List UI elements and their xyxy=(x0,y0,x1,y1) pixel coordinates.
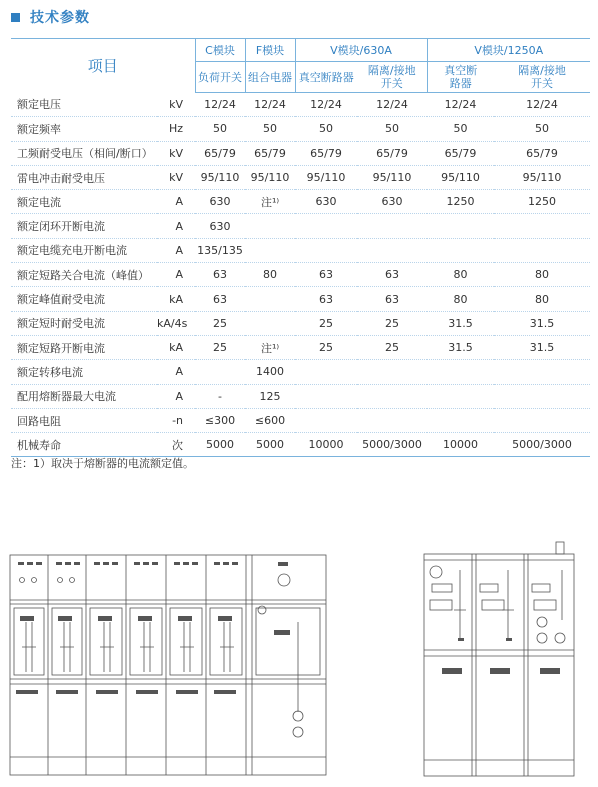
param-value: 50 xyxy=(427,117,494,141)
param-value: 95/110 xyxy=(195,165,245,189)
param-value: 135/135 xyxy=(195,238,245,262)
param-value: 50 xyxy=(494,117,590,141)
switchgear-front-view-left xyxy=(8,552,330,780)
param-unit: Hz xyxy=(157,117,195,141)
param-value: 31.5 xyxy=(427,311,494,335)
param-value: 65/79 xyxy=(357,141,427,165)
param-unit: kV xyxy=(157,141,195,165)
param-value: 12/24 xyxy=(295,93,357,117)
table-row xyxy=(11,263,590,287)
param-name: 雷电冲击耐受电压 xyxy=(11,165,157,189)
param-value: 注¹⁾ xyxy=(245,335,295,359)
param-unit: kA xyxy=(157,335,195,359)
table-row xyxy=(11,238,590,262)
table-row xyxy=(11,408,590,432)
param-value xyxy=(295,238,357,262)
param-value xyxy=(357,360,427,384)
param-value: 65/79 xyxy=(245,141,295,165)
param-value: 12/24 xyxy=(357,93,427,117)
param-value: 80 xyxy=(494,263,590,287)
param-value xyxy=(357,384,427,408)
switchgear-front-view-right xyxy=(420,540,580,780)
heading-square-icon xyxy=(11,13,20,22)
param-value: 630 xyxy=(295,190,357,214)
param-value: 125 xyxy=(245,384,295,408)
param-unit: kA xyxy=(157,287,195,311)
param-value: 12/24 xyxy=(245,93,295,117)
param-value: 95/110 xyxy=(427,165,494,189)
param-unit: -n xyxy=(157,408,195,432)
param-value xyxy=(295,214,357,238)
param-name: 额定电压 xyxy=(11,93,157,117)
param-value: 25 xyxy=(357,335,427,359)
group-header: V模块/630A xyxy=(295,39,427,62)
param-value: 5000 xyxy=(245,433,295,457)
param-value: 65/79 xyxy=(295,141,357,165)
group-header: F模块 xyxy=(245,39,295,62)
param-value: 50 xyxy=(245,117,295,141)
param-unit: A xyxy=(157,214,195,238)
table-row xyxy=(11,311,590,335)
param-name: 额定短时耐受电流 xyxy=(11,311,157,335)
param-unit: 次 xyxy=(157,433,195,457)
param-unit: kV xyxy=(157,165,195,189)
param-value xyxy=(295,408,357,432)
param-unit: A xyxy=(157,360,195,384)
param-value xyxy=(357,238,427,262)
table-row xyxy=(11,190,590,214)
subcol-header: 隔离/接地 开关 xyxy=(357,62,427,93)
param-value: 63 xyxy=(195,287,245,311)
table-row xyxy=(11,433,590,457)
param-value: 630 xyxy=(357,190,427,214)
param-value: 50 xyxy=(195,117,245,141)
table-row xyxy=(11,335,590,359)
param-value: - xyxy=(195,384,245,408)
param-value: 50 xyxy=(295,117,357,141)
section-title: 技术参数 xyxy=(30,10,90,26)
param-name: 配用熔断器最大电流 xyxy=(11,384,157,408)
param-unit: A xyxy=(157,384,195,408)
param-value: 25 xyxy=(195,335,245,359)
param-value: 1250 xyxy=(427,190,494,214)
param-value xyxy=(245,311,295,335)
param-value xyxy=(295,384,357,408)
param-value: 63 xyxy=(295,287,357,311)
param-value: 5000/3000 xyxy=(357,433,427,457)
spec-table xyxy=(11,38,590,457)
param-name: 额定峰值耐受电流 xyxy=(11,287,157,311)
param-value: 80 xyxy=(245,263,295,287)
param-name: 额定电流 xyxy=(11,190,157,214)
param-value xyxy=(494,384,590,408)
param-name: 额定短路关合电流（峰值） xyxy=(11,263,157,287)
param-value xyxy=(494,238,590,262)
param-name: 机械寿命 xyxy=(11,433,157,457)
param-value: 12/24 xyxy=(494,93,590,117)
table-row xyxy=(11,165,590,189)
param-value: 25 xyxy=(195,311,245,335)
param-value: 63 xyxy=(357,263,427,287)
section-heading xyxy=(11,8,90,26)
param-value: 630 xyxy=(195,214,245,238)
param-value: 95/110 xyxy=(295,165,357,189)
table-row xyxy=(11,141,590,165)
subcol-header: 真空断路器 xyxy=(295,62,357,93)
param-value: 95/110 xyxy=(245,165,295,189)
param-name: 额定频率 xyxy=(11,117,157,141)
group-header: C模块 xyxy=(195,39,245,62)
param-value: 63 xyxy=(295,263,357,287)
param-value: 10000 xyxy=(427,433,494,457)
param-value: 25 xyxy=(295,311,357,335)
param-name: 额定转移电流 xyxy=(11,360,157,384)
param-value xyxy=(245,287,295,311)
table-row xyxy=(11,384,590,408)
table-row xyxy=(11,287,590,311)
param-name: 回路电阻 xyxy=(11,408,157,432)
param-unit: kA/4s xyxy=(157,311,195,335)
param-name: 额定电缆充电开断电流 xyxy=(11,238,157,262)
param-value: 5000/3000 xyxy=(494,433,590,457)
param-value: 31.5 xyxy=(494,335,590,359)
param-value: 65/79 xyxy=(195,141,245,165)
param-value: 注¹⁾ xyxy=(245,190,295,214)
param-value xyxy=(357,214,427,238)
param-value xyxy=(494,214,590,238)
param-value xyxy=(427,384,494,408)
param-value: 10000 xyxy=(295,433,357,457)
param-value: ≤300 xyxy=(195,408,245,432)
param-value: 12/24 xyxy=(195,93,245,117)
param-value: 1250 xyxy=(494,190,590,214)
item-header: 项目 xyxy=(11,39,195,93)
param-value xyxy=(427,238,494,262)
param-value xyxy=(295,360,357,384)
param-value: 1400 xyxy=(245,360,295,384)
subcol-header: 负荷开关 xyxy=(195,62,245,93)
param-value: 25 xyxy=(357,311,427,335)
param-value xyxy=(245,238,295,262)
param-value: 630 xyxy=(195,190,245,214)
param-value xyxy=(427,408,494,432)
table-row xyxy=(11,93,590,117)
param-value: 95/110 xyxy=(494,165,590,189)
param-value: 80 xyxy=(494,287,590,311)
param-value xyxy=(195,360,245,384)
subcol-header: 真空断 路器 xyxy=(427,62,494,93)
param-value: ≤600 xyxy=(245,408,295,432)
param-value xyxy=(494,360,590,384)
param-value: 31.5 xyxy=(427,335,494,359)
footnote: 注：1）取决于熔断器的电流额定值。 xyxy=(11,457,194,470)
param-name: 额定短路开断电流 xyxy=(11,335,157,359)
param-name: 工频耐受电压（相间/断口） xyxy=(11,141,157,165)
param-value: 63 xyxy=(195,263,245,287)
table-row xyxy=(11,214,590,238)
param-unit: kV xyxy=(157,93,195,117)
param-value: 12/24 xyxy=(427,93,494,117)
table-row xyxy=(11,117,590,141)
param-value xyxy=(245,214,295,238)
table-row xyxy=(11,360,590,384)
param-value: 50 xyxy=(357,117,427,141)
param-value xyxy=(494,408,590,432)
param-value: 63 xyxy=(357,287,427,311)
param-value: 65/79 xyxy=(494,141,590,165)
param-unit: A xyxy=(157,263,195,287)
param-unit: A xyxy=(157,238,195,262)
param-value: 65/79 xyxy=(427,141,494,165)
param-value xyxy=(357,408,427,432)
param-name: 额定闭环开断电流 xyxy=(11,214,157,238)
subcol-header: 组合电器 xyxy=(245,62,295,93)
param-value xyxy=(427,360,494,384)
param-value: 31.5 xyxy=(494,311,590,335)
param-value: 80 xyxy=(427,287,494,311)
param-value: 5000 xyxy=(195,433,245,457)
param-unit: A xyxy=(157,190,195,214)
param-value xyxy=(427,214,494,238)
subcol-header: 隔离/接地 开关 xyxy=(494,62,590,93)
param-value: 95/110 xyxy=(357,165,427,189)
param-value: 80 xyxy=(427,263,494,287)
param-value: 25 xyxy=(295,335,357,359)
group-header: V模块/1250A xyxy=(427,39,590,62)
